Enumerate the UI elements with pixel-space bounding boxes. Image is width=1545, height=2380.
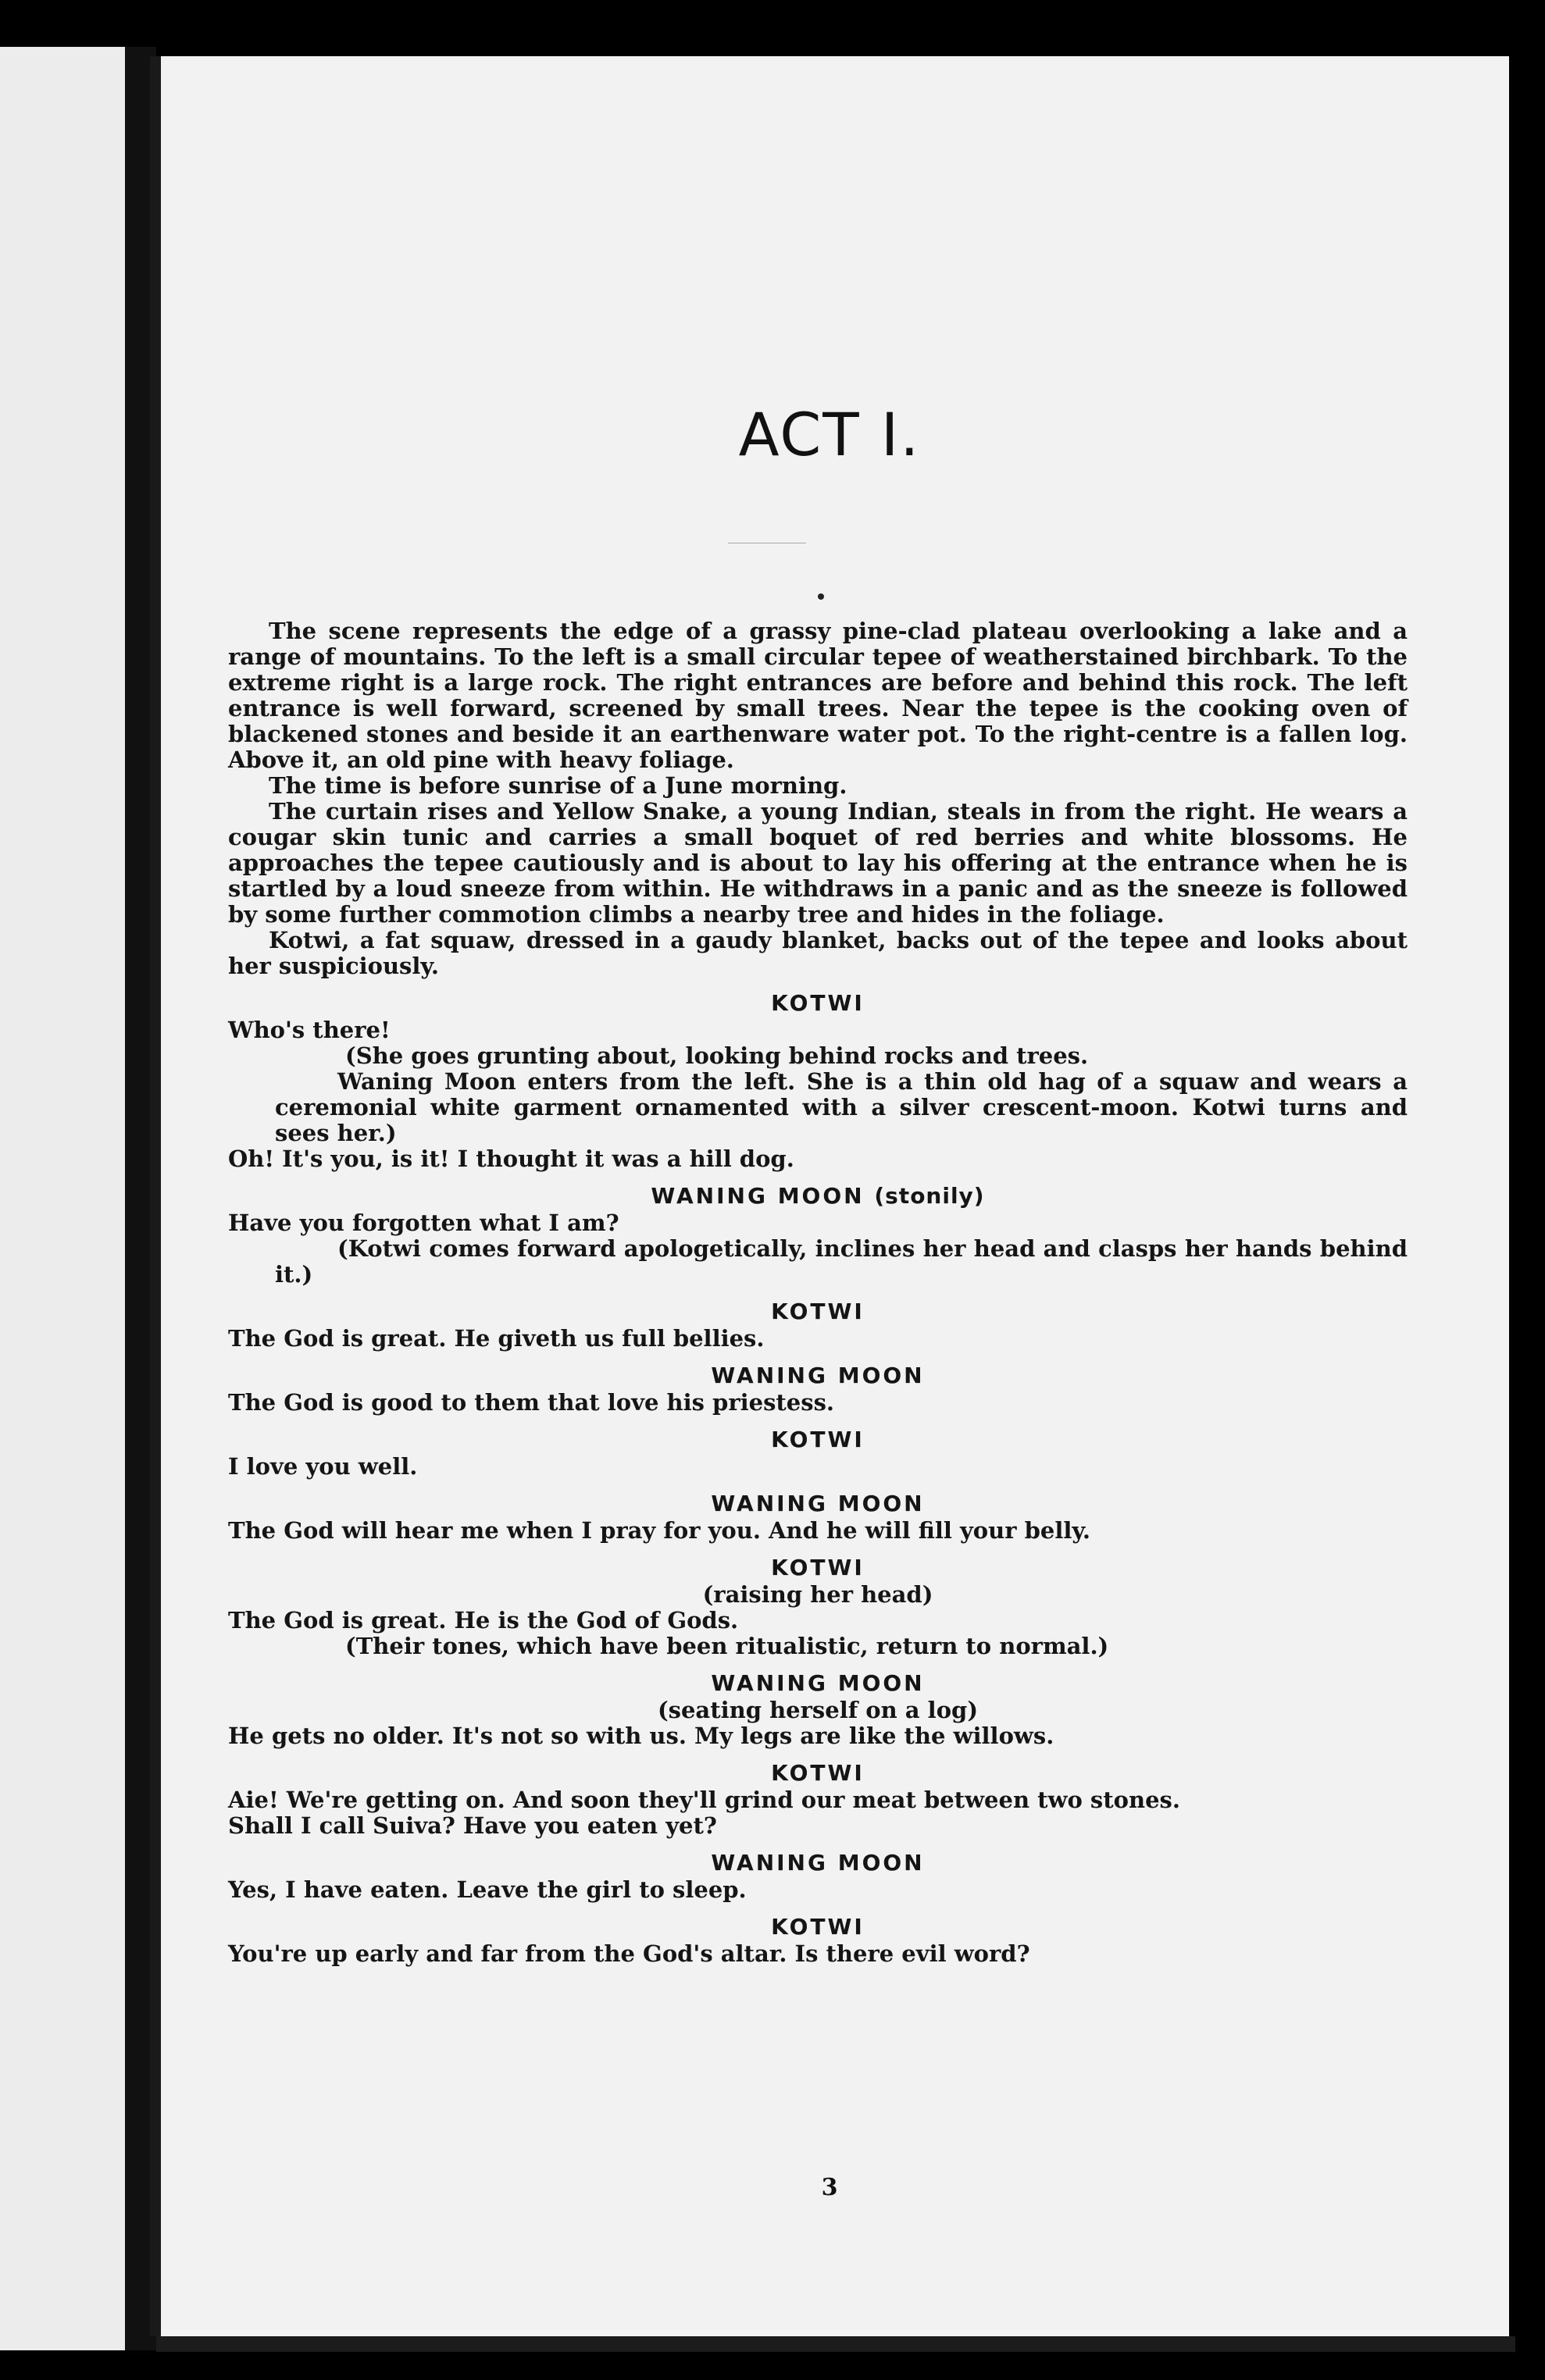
speaker-name: KOTWI (771, 1427, 865, 1452)
speaker-name: KOTWI (771, 1299, 865, 1324)
speaker-name: KOTWI (771, 1555, 865, 1580)
stage-direction: (Their tones, which have been ritualistic, return to normal.) (345, 1633, 1109, 1659)
speaker-name: KOTWI (771, 1914, 865, 1940)
stage-direction: Waning Moon enters from the left. She is a thin old hag of a squaw and wears a ceremonial white garment ornamented with a silver crescent-moon. Kotwi turns and sees her.) (275, 1068, 1408, 1146)
dialogue-line: He gets no older. It's not so with us. My legs are like the willows. (228, 1723, 1054, 1749)
speaker-name: WANING MOON (711, 1850, 925, 1876)
stage-direction-paragraph: The scene represents the edge of a grassy pine-clad plateau overlooking a lake and a range of mountains. To the left is a small circular tepee of weatherstained birchbark. To the extreme right is a large rock. The right entrances are before and behind this rock. The left entrance is well forward, screened by small trees. Near the tepee is the cooking oven of blackened stones and beside it an earthenware water pot. To the right-centre is a fallen log. Above it, an old pine with heavy foliage. (228, 618, 1408, 773)
act-title: ACT I. (738, 400, 921, 469)
speaker-name: KOTWI (771, 1760, 865, 1786)
speaker-name: KOTWI (771, 990, 865, 1016)
dialogue-line: Aie! We're getting on. And soon they'll grind our meat between two stones. (228, 1787, 1180, 1813)
speaker-name: WANING MOON (711, 1491, 925, 1516)
speaker-name-text: WANING MOON (651, 1183, 865, 1209)
speaker-direction: (stonily) (874, 1183, 985, 1209)
dialogue-line: The God is good to them that love his priestess. (228, 1389, 835, 1416)
dialogue-line: Who's there! (228, 1017, 391, 1043)
speaker-name: WANING MOON (711, 1363, 925, 1388)
stage-direction: (Kotwi comes forward apologetically, inclines her head and clasps her hands behind it.) (275, 1235, 1408, 1288)
speaker-name (228, 1183, 1408, 1209)
dialogue-line: You're up early and far from the God's altar. Is there evil word? (228, 1940, 1030, 1967)
dialogue-line: The God is great. He giveth us full bellies. (228, 1325, 765, 1352)
title-ornament-dot (818, 593, 824, 600)
document-page (150, 56, 1509, 2336)
play-text (228, 618, 1408, 1967)
dialogue-line: Oh! It's you, is it! I thought it was a hill dog. (228, 1145, 794, 1172)
speaker-name: WANING MOON (711, 1670, 925, 1696)
stage-direction-paragraph: The curtain rises and Yellow Snake, a young Indian, steals in from the right. He wears a cougar skin tunic and carries a small boquet of red berries and white blossoms. He approaches the tepee cautiously and is about to lay his offering at the entrance when he is startled by a loud sneeze from within. He withdraws in a panic and as the sneeze is followed by some further commotion climbs a nearby tree and hides in the foliage. (228, 798, 1408, 928)
stage-direction-paragraph: Kotwi, a fat squaw, dressed in a gaudy blanket, backs out of the tepee and looks about her suspiciously. (228, 927, 1408, 979)
dialogue-line: I love you well. (228, 1453, 418, 1480)
dialogue-line: Have you forgotten what I am? (228, 1210, 619, 1236)
dialogue-line: The God is great. He is the God of Gods. (228, 1607, 739, 1634)
stage-direction: (She goes grunting about, looking behind rocks and trees. (345, 1042, 1089, 1069)
stage-direction-paragraph: The time is before sunrise of a June morning. (269, 772, 847, 799)
stage-direction: (raising her head) (702, 1581, 933, 1608)
adjacent-page-edge (0, 47, 125, 2350)
page-bottom-edge (156, 2336, 1515, 2352)
dialogue-line: Yes, I have eaten. Leave the girl to sleep. (228, 1876, 747, 1903)
page-number: 3 (821, 2174, 838, 2201)
dialogue-line: The God will hear me when I pray for you. And he will fill your belly. (228, 1517, 1090, 1544)
dialogue-line: Shall I call Suiva? Have you eaten yet? (228, 1812, 717, 1839)
stage-direction: (seating herself on a log) (657, 1697, 979, 1723)
